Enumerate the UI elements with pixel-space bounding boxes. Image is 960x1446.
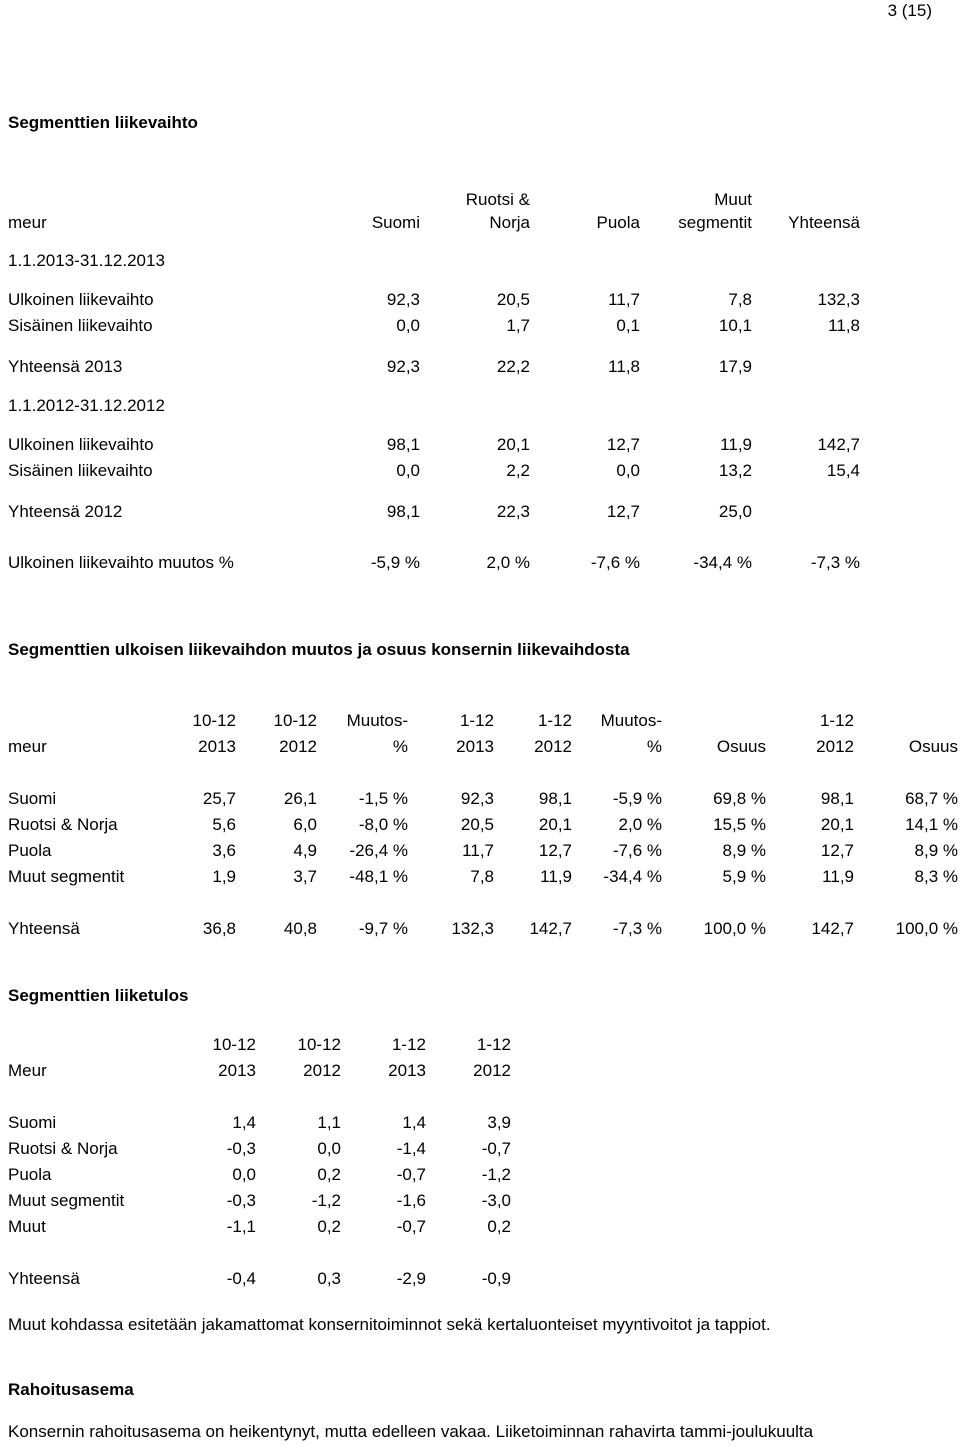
table-cell: 25,7 xyxy=(202,789,236,808)
table-cell: 0,3 xyxy=(317,1269,341,1288)
column-header: 1-12 xyxy=(537,711,572,730)
table-cell: 92,3 xyxy=(386,357,420,376)
table-cell: 3,6 xyxy=(212,841,236,860)
row-label: Muut xyxy=(8,1217,46,1236)
table-cell: 11,8 xyxy=(828,316,860,335)
table-cell: 12,7 xyxy=(606,435,640,454)
table-cell: -0,3 xyxy=(226,1139,256,1158)
table-cell: 12,7 xyxy=(606,502,640,521)
table-cell: 13,2 xyxy=(718,461,752,480)
table-cell: -1,5 % xyxy=(358,789,408,808)
column-header: Norja xyxy=(489,213,530,232)
table-cell: 22,2 xyxy=(496,357,530,376)
table-cell: 1,1 xyxy=(317,1113,341,1132)
period-label: 1.1.2012-31.12.2012 xyxy=(8,396,165,415)
table-cell: 7,8 xyxy=(470,867,494,886)
column-header: 1-12 xyxy=(459,711,494,730)
table-cell: 0,0 xyxy=(616,461,640,480)
row-label: Yhteensä 2013 xyxy=(8,357,123,376)
row-label: Muut segmentit xyxy=(8,1191,125,1210)
table-cell: -48,1 % xyxy=(349,867,408,886)
table-cell: -0,7 xyxy=(396,1217,426,1236)
table-cell: 12,7 xyxy=(538,841,572,860)
row-label: Puola xyxy=(8,1165,52,1184)
table-cell: -7,6 % xyxy=(612,841,662,860)
table-cell: 132,3 xyxy=(451,919,494,938)
column-header: Osuus xyxy=(716,737,766,756)
table-cell: 0,0 xyxy=(396,316,420,335)
table-cell: -2,9 xyxy=(396,1269,426,1288)
table-cell: -0,7 xyxy=(481,1139,511,1158)
table-cell: -8,0 % xyxy=(358,815,408,834)
row-label: Muut segmentit xyxy=(8,867,125,886)
column-header: 2012 xyxy=(816,737,854,756)
column-header: Yhteensä xyxy=(788,213,860,232)
column-header: 1-12 xyxy=(391,1035,426,1054)
table-cell: 100,0 % xyxy=(895,919,958,938)
row-label: Sisäinen liikevaihto xyxy=(8,461,153,480)
table-cell: 7,8 xyxy=(728,290,752,309)
table-cell: -5,9 % xyxy=(370,553,420,572)
table-cell: 100,0 % xyxy=(703,919,766,938)
table-cell: -0,4 xyxy=(226,1269,256,1288)
section-title: Rahoitusasema xyxy=(8,1380,134,1399)
table-cell: 22,3 xyxy=(496,502,530,521)
table-cell: 15,4 xyxy=(826,461,860,480)
row-label: Puola xyxy=(8,841,52,860)
unit-label: Meur xyxy=(8,1061,47,1080)
column-header: 10-12 xyxy=(297,1035,341,1054)
table-cell: 2,0 % xyxy=(618,815,662,834)
table-cell: -5,9 % xyxy=(612,789,662,808)
row-label: Ulkoinen liikevaihto xyxy=(8,290,154,309)
table-cell: 0,2 xyxy=(487,1217,511,1236)
column-header: segmentit xyxy=(678,213,752,232)
row-label: Suomi xyxy=(8,789,57,808)
table-cell: 5,9 % xyxy=(722,867,766,886)
table-cell: 1,7 xyxy=(506,316,530,335)
table-cell: 1,9 xyxy=(212,867,236,886)
table-cell: 98,1 xyxy=(820,789,854,808)
table-cell: -0,7 xyxy=(396,1165,426,1184)
table-cell: 15,5 % xyxy=(713,815,766,834)
table-cell: -34,4 % xyxy=(603,867,662,886)
table-cell: 14,1 % xyxy=(905,815,958,834)
table-cell: -3,0 xyxy=(481,1191,511,1210)
column-header: 10-12 xyxy=(273,711,317,730)
column-header: % xyxy=(392,737,408,756)
table-cell: -7,3 % xyxy=(612,919,662,938)
column-header: Muutos- xyxy=(600,711,662,730)
section-title: Segmenttien liiketulos xyxy=(8,986,189,1005)
table-cell: 0,0 xyxy=(396,461,420,480)
table-cell: 1,4 xyxy=(232,1113,256,1132)
table-cell: 11,7 xyxy=(462,841,494,860)
column-header: 10-12 xyxy=(192,711,236,730)
table-cell: 12,7 xyxy=(820,841,854,860)
table-cell: 69,8 % xyxy=(713,789,766,808)
table-cell: 6,0 xyxy=(293,815,317,834)
table-cell: -0,9 xyxy=(481,1269,511,1288)
table-cell: -0,3 xyxy=(226,1191,256,1210)
table-cell: 17,9 xyxy=(718,357,752,376)
column-header: 2012 xyxy=(473,1061,511,1080)
table-cell: 8,3 % xyxy=(914,867,958,886)
column-header: Osuus xyxy=(908,737,958,756)
table-cell: 20,1 xyxy=(538,815,572,834)
column-header: Muut xyxy=(714,190,752,209)
section-title: Segmenttien ulkoisen liikevaihdon muutos ja osuus konsernin liikevaihdosta xyxy=(8,640,630,659)
column-header: 1-12 xyxy=(476,1035,511,1054)
period-label: 1.1.2013-31.12.2013 xyxy=(8,251,165,270)
table-cell: 2,2 xyxy=(506,461,530,480)
table-cell: 26,1 xyxy=(283,789,317,808)
column-header: Puola xyxy=(596,213,640,232)
unit-label: meur xyxy=(8,213,47,232)
table-cell: 2,0 % xyxy=(486,553,530,572)
column-header: 2013 xyxy=(388,1061,426,1080)
table-cell: 92,3 xyxy=(460,789,494,808)
column-header: Ruotsi & xyxy=(465,190,530,209)
table-cell: 20,5 xyxy=(460,815,494,834)
body-text: Konsernin rahoitusasema on heikentynyt, mutta edelleen vakaa. Liiketoiminnan rahavirta tammi-joulukuulta xyxy=(8,1422,814,1441)
row-label: Ulkoinen liikevaihto xyxy=(8,435,154,454)
row-label: Sisäinen liikevaihto xyxy=(8,316,153,335)
column-header: 2012 xyxy=(534,737,572,756)
row-label: Ulkoinen liikevaihto muutos % xyxy=(8,553,234,572)
table-cell: -26,4 % xyxy=(349,841,408,860)
table-cell: 10,1 xyxy=(718,316,752,335)
table-cell: 0,2 xyxy=(317,1165,341,1184)
table-cell: 8,9 % xyxy=(914,841,958,860)
section-title: Segmenttien liikevaihto xyxy=(8,113,198,132)
column-header: 1-12 xyxy=(819,711,854,730)
row-label: Ruotsi & Norja xyxy=(8,1139,118,1158)
table-cell: -1,4 xyxy=(396,1139,426,1158)
row-label: Suomi xyxy=(8,1113,57,1132)
table-cell: 132,3 xyxy=(817,290,860,309)
table-cell: 11,8 xyxy=(608,357,640,376)
table-cell: -9,7 % xyxy=(358,919,408,938)
table-cell: 1,4 xyxy=(402,1113,426,1132)
row-label: Yhteensä xyxy=(8,919,80,938)
column-header: 2012 xyxy=(303,1061,341,1080)
table-cell: -1,2 xyxy=(311,1191,341,1210)
table-cell: 40,8 xyxy=(283,919,317,938)
table-cell: 11,7 xyxy=(608,290,640,309)
column-header: 10-12 xyxy=(212,1035,256,1054)
table-cell: 20,1 xyxy=(820,815,854,834)
table-cell: 8,9 % xyxy=(722,841,766,860)
table-cell: 142,7 xyxy=(817,435,860,454)
column-header: Muutos- xyxy=(346,711,408,730)
table-cell: 0,0 xyxy=(232,1165,256,1184)
table-cell: 3,9 xyxy=(487,1113,511,1132)
footnote: Muut kohdassa esitetään jakamattomat konsernitoiminnot sekä kertaluonteiset myyntivoitot ja tappiot. xyxy=(8,1315,771,1334)
table-cell: 142,7 xyxy=(811,919,854,938)
table-cell: 20,1 xyxy=(496,435,530,454)
row-label: Yhteensä xyxy=(8,1269,80,1288)
table-cell: 68,7 % xyxy=(905,789,958,808)
page-number: 3 (15) xyxy=(887,1,932,20)
table-cell: 0,0 xyxy=(317,1139,341,1158)
table-cell: 3,7 xyxy=(293,867,317,886)
table-cell: 5,6 xyxy=(212,815,236,834)
table-cell: 36,8 xyxy=(202,919,236,938)
row-label: Ruotsi & Norja xyxy=(8,815,118,834)
row-label: Yhteensä 2012 xyxy=(8,502,123,521)
table-cell: -1,2 xyxy=(481,1165,511,1184)
column-header: 2013 xyxy=(198,737,236,756)
table-cell: 11,9 xyxy=(540,867,572,886)
column-header: 2012 xyxy=(279,737,317,756)
table-cell: 98,1 xyxy=(538,789,572,808)
column-header: 2013 xyxy=(456,737,494,756)
table-cell: -7,6 % xyxy=(590,553,640,572)
table-cell: 20,5 xyxy=(496,290,530,309)
table-cell: 11,9 xyxy=(822,867,854,886)
table-cell: 11,9 xyxy=(720,435,752,454)
table-cell: -1,1 xyxy=(226,1217,256,1236)
column-header: % xyxy=(646,737,662,756)
table-cell: 98,1 xyxy=(386,435,420,454)
table-cell: -7,3 % xyxy=(810,553,860,572)
table-cell: -34,4 % xyxy=(693,553,752,572)
table-cell: 4,9 xyxy=(293,841,317,860)
column-header: 2013 xyxy=(218,1061,256,1080)
table-cell: 142,7 xyxy=(529,919,572,938)
table-cell: 0,2 xyxy=(317,1217,341,1236)
column-header: Suomi xyxy=(371,213,420,232)
unit-label: meur xyxy=(8,737,47,756)
table-cell: 98,1 xyxy=(386,502,420,521)
table-cell: -1,6 xyxy=(396,1191,426,1210)
table-cell: 92,3 xyxy=(386,290,420,309)
table-cell: 25,0 xyxy=(718,502,752,521)
table-cell: 0,1 xyxy=(616,316,640,335)
